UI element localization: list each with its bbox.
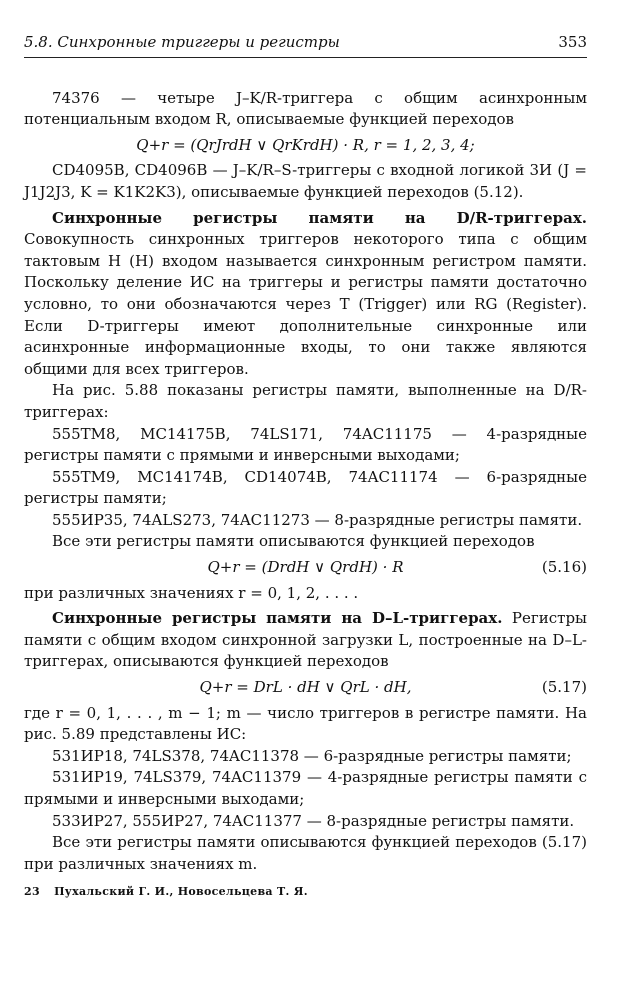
sheet-number: 23 [24,885,40,899]
heading-dr-registers: Синхронные регистры памяти на D/R-триггерах. [52,208,587,227]
list-item-531ir19: 531ИР19, 74LS379, 74AC11379 — 4-разрядные регистры памяти с прямыми и инверсными выходами; [24,768,587,808]
running-header [24,32,587,58]
paragraph-fig-5-88: На рис. 5.88 показаны регистры памяти, выполненные на D/R-триггерах: [24,381,587,421]
signature-footer [24,881,587,903]
paragraph-dl-registers-text: Регистры памяти с общим входом синхронной загрузки L, построенные на D–L-триггерах, описываются функцией переходов [24,609,587,671]
heading-dl-registers: Синхронные регистры памяти на D–L-триггерах. [52,609,503,628]
formula-5-17 [24,677,587,699]
paragraph-dr-registers [24,208,587,381]
list-item-533ir27: 533ИР27, 555ИР27, 74AC11377 — 8-разрядные регистры памяти. [52,811,575,830]
list-item-531ir18: 531ИР18, 74LS378, 74AC11378 — 6-разрядные регистры памяти; [52,746,572,765]
paragraph-r-values: при различных значениях r = 0, 1, 2, . . . . [24,583,359,602]
formula-5-16 [24,557,587,579]
paragraph-dl-registers [24,608,587,673]
list-item-8bit: 555ИР35, 74ALS273, 74AC11273 — 8-разрядные регистры памяти. [52,510,583,529]
paragraph-closing: Все эти регистры памяти описываются функцией переходов (5.17) при различных значениях m. [24,833,587,873]
formula-jk-transition: Q+r = (QrJrdH ∨ QrKrdH) · R, r = 1, 2, 3, 4; [136,135,475,154]
paragraph-where-r: где r = 0, 1, . . . , m − 1; m — число триггеров в регистре памяти. На рис. 5.89 представлены ИС: [24,703,587,744]
list-item-4bit: 555ТМ8, MC14175B, 74LS171, 74AC11175 — 4-разрядные регистры памяти с прямыми и инверсными выходами; [24,424,587,465]
list-item-6bit: 555ТМ9, MC14174B, CD14074B, 74AC11174 — 6-разрядные регистры памяти; [24,467,587,508]
book-authors: Пухальский Г. И., Новосельцева Т. Я. [54,885,308,899]
paragraph-dr-registers-text: Совокупность синхронных триггеров некоторого типа с общим тактовым H (H) входом называется синхронным регистром памяти. Поскольку деление ИС на триггеры и регистры памяти достаточно условно, то они обозначаются через T (Trigger) или RG (Register). Если D-триггеры имеют дополнительные синхронные или асинхронные информационные входы, то они также являются общими для всех триггеров. [24,230,587,378]
paragraph-cd4095b: CD4095B, CD4096B — J–K/R–S-триггеры с входной логикой 3И (J = J1J2J3, K = K1K2K3), описываемые функцией переходов (5.12). [24,161,587,201]
page-number: 353 [558,33,587,51]
formula-5-16-body: Q+r = (DrdH ∨ QrdH) · R [207,558,404,577]
paragraph-transition-intro: Все эти регистры памяти описываются функцией переходов [52,532,535,551]
section-title: 5.8. Синхронные триггеры и регистры [24,33,340,51]
formula-5-17-body: Q+r = DrL · dH ∨ QrL · dH, [199,678,412,697]
equation-number-5-16: (5.16) [541,558,587,577]
equation-number-5-17: (5.17) [541,678,587,697]
paragraph-74376: 74376 — четыре J–K/R-триггера с общим асинхронным потенциальным входом R, описываемые функцией переходов [24,88,587,129]
